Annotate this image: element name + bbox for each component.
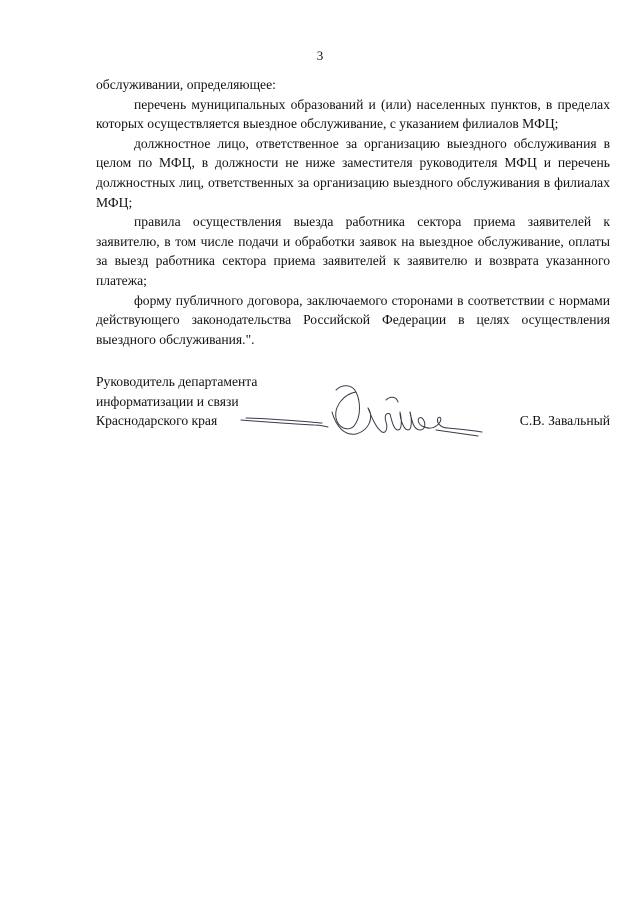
paragraph-departure-rules: правила осуществления выезда работника сектора приема заявителей к заявителю, в том числе подачи и обработки заявок на выездное обслуживание, оплаты за выезд работника сектора приема заявителей к заявителю и возврата указанного платежа; (96, 214, 610, 288)
signature-block (96, 372, 610, 452)
signatory-title-line: Краснодарского края (96, 413, 218, 429)
paragraph-continuation: обслуживании, определяющее: (96, 77, 276, 92)
paragraph-public-contract: форму публичного договора, заключаемого сторонами в соответствии с нормами действующего законодательства Российской Федерации в целях осуществления выездного обслуживания.". (96, 292, 610, 347)
paragraph-responsible-officials: должностное лицо, ответственное за организацию выездного обслуживания в целом по МФЦ, в должности не ниже заместителя руководителя МФЦ и перечень должностных лиц, ответственных за организацию выездного обслуживания в филиалах МФЦ; (96, 135, 610, 210)
signatory-title-line: информатизации и связи (96, 393, 239, 409)
handwritten-signature (236, 372, 486, 452)
signatory-title-line: Руководитель департамента (96, 374, 258, 389)
body-text (96, 75, 610, 349)
paragraph-municipalities-list: перечень муниципальных образований и (или) населенных пунктов, в пределах которых осуществляется выездное обслуживание, с указанием филиалов МФЦ; (96, 96, 610, 132)
page-number: 3 (316, 48, 324, 63)
signatory-name: С.В. Завальный (519, 413, 610, 428)
